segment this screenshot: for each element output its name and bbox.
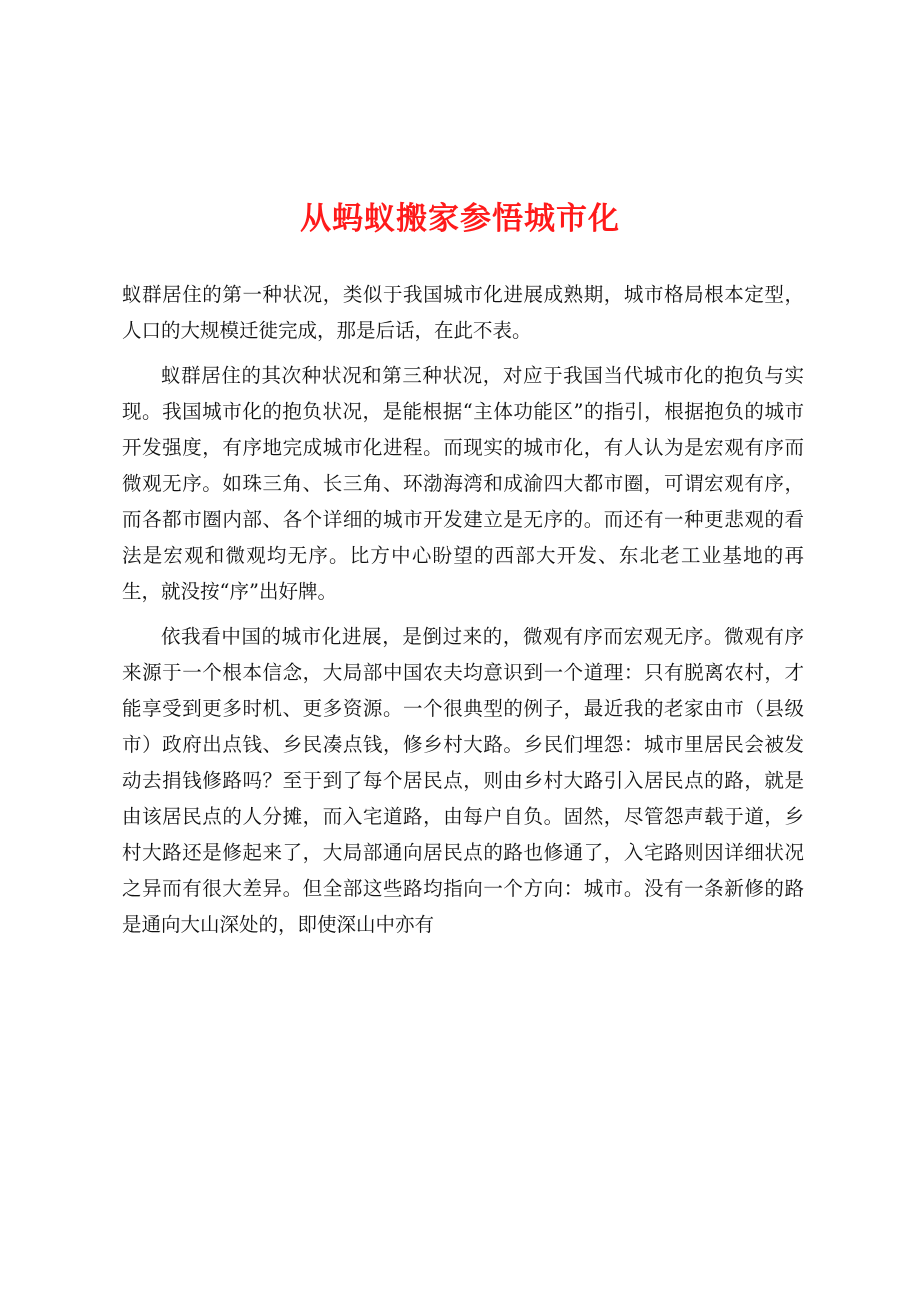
paragraph-3: 依我看中国的城市化进展，是倒过来的，微观有序而宏观无序。微观有序来源于一个根本信念，大局部中国农夫均意识到一个道理：只有脱离农村，才能享受到更多时机、更多资源。一个很典型的例子，最近我的老家由市（县级市）政府出点钱、乡民凑点钱，修乡村大路。乡民们埋怨：城市里居民会被发动去捐钱修路吗？至于到了每个居民点，则由乡村大路引入居民点的路，就是由该居民点的人分摊，而入宅道路，由每户自负。固然，尽管怨声载于道，乡村大路还是修起来了，大局部通向居民点的路也修通了，入宅路则因详细状况之异而有很大差异。但全部这些路均指向一个方向：城市。没有一条新修的路是通向大山深处的，即使深山中亦有 — [122, 625, 804, 936]
document-title: 从蚂蚁搬家参悟城市化 — [300, 201, 620, 237]
paragraph-2: 蚁群居住的其次种状况和第三种状况，对应于我国当代城市化的抱负与实现。我国城市化的抱负状况，是能根据“主体功能区”的指引，根据抱负的城市开发强度，有序地完成城市化进程。而现实的城市化，有人认为是宏观有序而微观无序。如珠三角、长三角、环渤海湾和成渝四大都市圈，可谓宏观有序，而各都市圈内部、各个详细的城市开发建立是无序的。而还有一种更悲观的看法是宏观和微观均无序。比方中心盼望的西部大开发、东北老工业基地的再生，就没按“序”出好牌。 — [122, 364, 804, 603]
paragraph-1: 蚁群居住的第一种状况，类似于我国城市化进展成熟期，城市格局根本定型，人口的大规模迁徙完成，那是后话，在此不表。 — [122, 283, 804, 342]
document-body — [122, 277, 804, 952]
